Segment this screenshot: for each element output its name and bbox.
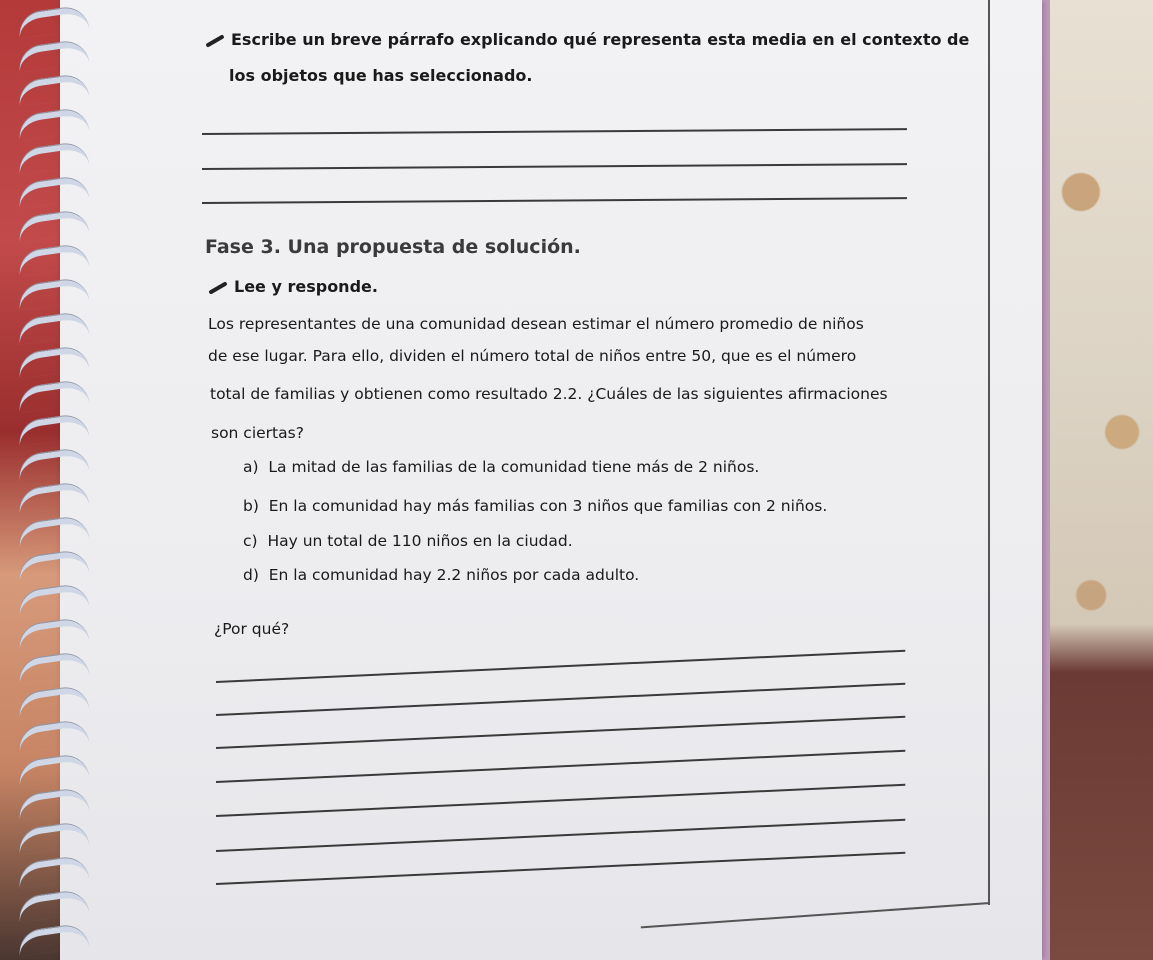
- option-letter: c): [243, 532, 258, 550]
- pencil-icon: [205, 34, 224, 47]
- spiral-coil: [17, 311, 90, 345]
- spiral-coil: [17, 345, 90, 379]
- pencil-icon: [208, 281, 227, 294]
- page-frame-right: [988, 0, 990, 905]
- instruction-top-line1: Escribe un breve párrafo explicando qué representa esta media en el contexto de: [231, 30, 970, 49]
- spiral-coil: [17, 787, 90, 821]
- option-text: Hay un total de 110 niños en la ciudad.: [267, 532, 573, 550]
- section-instruction: [208, 277, 378, 296]
- section-title: Fase 3. Una propuesta de solución.: [205, 236, 581, 258]
- problem-line2: de ese lugar. Para ello, dividen el número total de niños entre 50, que es el número: [208, 347, 857, 365]
- why-prompt: ¿Por qué?: [214, 620, 290, 638]
- option-letter: a): [243, 458, 259, 476]
- spiral-coil: [17, 923, 90, 957]
- spiral-coil: [17, 107, 90, 141]
- option-text: En la comunidad hay 2.2 niños por cada adulto.: [268, 566, 640, 584]
- spiral-coil: [17, 685, 90, 719]
- option-letter: d): [243, 566, 259, 584]
- spiral-coil: [17, 651, 90, 685]
- spiral-coil: [17, 379, 90, 413]
- spiral-coil: [17, 5, 90, 39]
- spiral-coil: [17, 515, 90, 549]
- spiral-coil: [17, 583, 90, 617]
- problem-line1: Los representantes de una comunidad desean estimar el número promedio de niños: [208, 315, 864, 333]
- instruction-top: [205, 30, 969, 49]
- option-text: En la comunidad hay más familias con 3 niños que familias con 2 niños.: [268, 497, 828, 515]
- spiral-coil: [17, 175, 90, 209]
- spiral-coil: [17, 141, 90, 175]
- option-text: La mitad de las familias de la comunidad tiene más de 2 niños.: [268, 458, 760, 476]
- spiral-coil: [17, 209, 90, 243]
- spiral-coil: [17, 413, 90, 447]
- spiral-coil: [17, 753, 90, 787]
- problem-line4: son ciertas?: [211, 424, 304, 442]
- spiral-coil: [17, 719, 90, 753]
- workbook-page: [60, 0, 1042, 960]
- option-a: [243, 458, 759, 476]
- option-b: [243, 497, 827, 515]
- problem-line3: total de familias y obtienen como resultado 2.2. ¿Cuáles de las siguientes afirmaciones: [210, 385, 888, 403]
- spiral-coil: [17, 481, 90, 515]
- spiral-coil: [17, 549, 90, 583]
- spiral-coil: [17, 39, 90, 73]
- instruction-top-line2: los objetos que has seleccionado.: [229, 66, 533, 85]
- section-instruction-text: Lee y responde.: [234, 277, 378, 296]
- option-c: [243, 532, 573, 550]
- spiral-coil: [17, 617, 90, 651]
- spiral-coil: [17, 889, 90, 923]
- spiral-coil: [17, 73, 90, 107]
- spiral-binding: [0, 0, 100, 960]
- spiral-coil: [17, 855, 90, 889]
- option-d: [243, 566, 639, 584]
- background-carpet: [1050, 0, 1153, 960]
- spiral-coil: [17, 447, 90, 481]
- spiral-coil: [17, 277, 90, 311]
- spiral-coil: [17, 243, 90, 277]
- spiral-coil: [17, 821, 90, 855]
- option-letter: b): [243, 497, 259, 515]
